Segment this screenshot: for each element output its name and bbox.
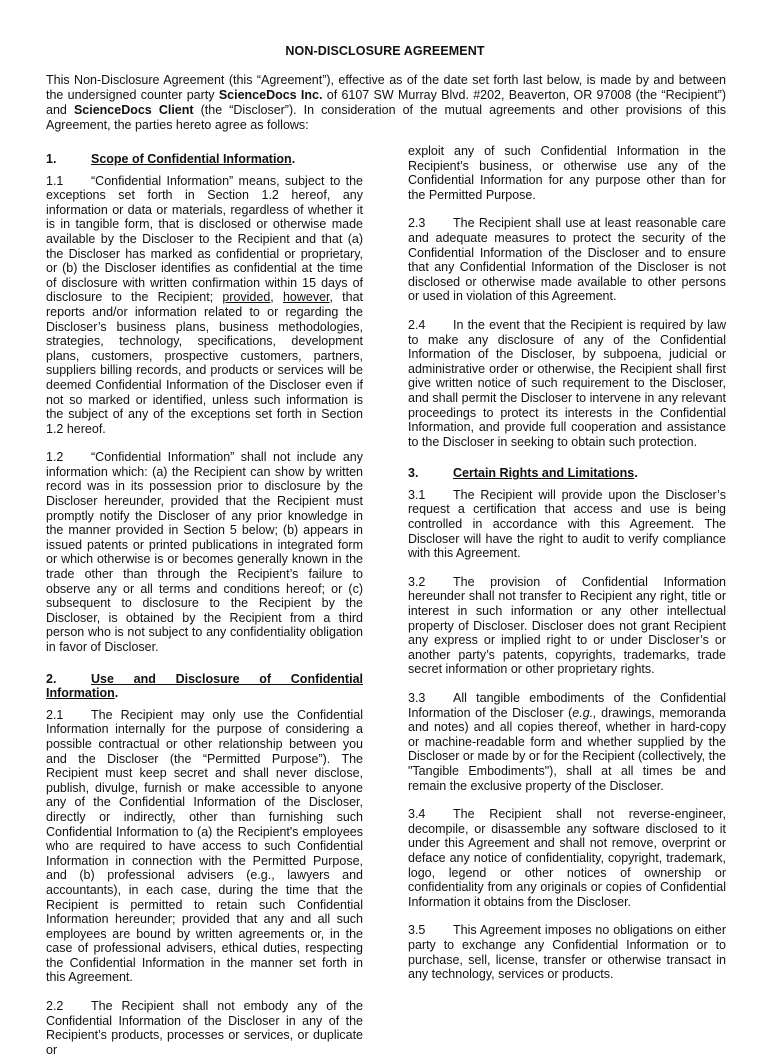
- clause-2-3: [408, 216, 726, 304]
- section-1-heading: 1. Scope of Confidential Information.: [46, 152, 296, 166]
- clause-2-2-number: 2.2: [46, 999, 64, 1014]
- clause-3-5-text: This Agreement imposes no obligations on either party to exchange any Confidential Information or to purchase, sell, license, transfer or otherwise transact in any technology, services or products.: [408, 923, 726, 982]
- clause-3-4: [408, 807, 726, 909]
- clause-3-5-number: 3.5: [408, 923, 426, 938]
- section-3-number: 3.: [408, 466, 419, 481]
- clause-3-2-number: 3.2: [408, 574, 426, 589]
- section-3-heading: 3. Certain Rights and Limitations.: [408, 466, 638, 481]
- clause-2-2-text: The Recipient shall not embody any of the Confidential Information of the Discloser in any of the Recipient’s products, processes or services, or duplicate or: [46, 999, 363, 1057]
- section-2-title: Use and Disclosure of Confidential Information: [46, 671, 363, 701]
- clause-2-2-continued: exploit any of such Confidential Information in the Recipient’s business, or otherwise use any of the Confidential Information for any purpose other than for the Permitted Purpose.: [408, 144, 726, 202]
- clause-3-3-number: 3.3: [408, 691, 426, 705]
- intro-text-3: (the “Discloser”). In consideration of the mutual agreements and other provisions of this Agreement, the parties hereto agree as follows:: [46, 103, 726, 132]
- section-2-number: 2.: [46, 671, 57, 686]
- clause-1-1-number: 1.1: [46, 173, 64, 188]
- section-3-title: Certain Rights and Limitations: [453, 466, 635, 481]
- clause-3-3: [408, 691, 726, 793]
- intro-text-2: of 6107 SW Murray Blvd. #202, Beaverton, OR 97008 (the “Recipient”) and: [46, 88, 727, 117]
- clause-2-4: [408, 318, 726, 449]
- clause-1-1-text-d: , that reports and/or information related to or regarding the Discloser’s business plans, business methodologies, strategies, technology, specifications, development plans, customers, prospective customers, partners, suppliers billing records, and products or services will be deemed Confidential Information of the Discloser even if not so marked or identified, unless such information is the subject of any of the exceptions set forth in Section 1.2 hereof.: [46, 290, 364, 436]
- clause-2-3-number: 2.3: [408, 216, 426, 231]
- clause-2-1: [46, 708, 363, 985]
- clause-1-1-however: however: [282, 290, 330, 305]
- clause-3-2: [408, 575, 726, 677]
- clause-1-2-number: 1.2: [46, 450, 64, 465]
- clause-3-1: [408, 488, 726, 561]
- clause-3-3-eg: e.g.,: [572, 705, 597, 720]
- clause-3-5: [408, 923, 726, 981]
- section-1-number: 1.: [46, 152, 57, 166]
- clause-3-4-text: The Recipient shall not reverse-engineer, decompile, or disassemble any software disclosed to it under this Agreement and shall not remove, overprint or deface any notice of confidentiality, copyright, trademark, logo, legend or other notices of ownership or confidentiality from any originals or copies of Confidential Information it obtains from the Discloser.: [408, 807, 726, 909]
- clause-1-2: [46, 450, 363, 654]
- clause-2-3-text: The Recipient shall use at least reasonable care and adequate measures to protect the security of the Confidential Information of the Discloser and to ensure that any Confidential Information of the Discloser is not disclosed or otherwise made available to other persons or used in violation of this Agreement.: [408, 216, 726, 304]
- left-column: [46, 152, 363, 1057]
- clause-3-1-text: The Recipient will provide upon the Discloser’s request a certification that access and use is being controlled in accordance with this Agreement. The Discloser will have the right to audit to verify compliance with this Agreement.: [408, 487, 726, 561]
- section-1-title: Scope of Confidential Information: [91, 152, 292, 166]
- intro-text-1: This Non-Disclosure Agreement (this “Agreement”), effective as of the date set forth last below, is made by and between the undersigned counter party: [46, 73, 726, 102]
- clause-3-4-number: 3.4: [408, 807, 426, 822]
- clause-3-1-number: 3.1: [408, 487, 426, 502]
- discloser-name: ScienceDocs Client: [73, 103, 194, 117]
- section-2-heading: 2. Use and Disclosure of Confidential Information.: [46, 671, 363, 701]
- right-column: [408, 144, 726, 982]
- clause-2-1-number: 2.1: [46, 707, 64, 722]
- clause-3-3-text-b: drawings, memoranda and notes) and all copies thereof, whether in hard-copy or machine-readable form and whether supplied by the Discloser or made by or for the Recipient (collectively, the "Tangible Embodiments"), shall at all times be and remain the exclusive property of the Discloser.: [408, 705, 726, 793]
- clause-1-1-text-c: ,: [270, 290, 283, 305]
- clause-3-3-text-a: All tangible embodiments of the Confidential Information of the Discloser (: [408, 691, 726, 720]
- clause-2-1-text: The Recipient may only use the Confidential Information internally for the purpose of considering a possible contractual or other relationship between you and the Discloser (the “Permitted Purpose”). The Recipient must keep secret and shall never disclose, publish, divulge, furnish or make accessible to anyone any of the Confidential Information of the Discloser, directly or indirectly, other than furnishing such Confidential Information to (a) the Recipient's employees who are required to have access to such Confidential Information in connection with the Permitted Purpose, and (b) professional advisers (e.g., lawyers and accountants), in each case, during the time that the Recipient is permitted to retain such Confidential Information hereunder; provided that any and all such employees are bound by written agreements or, in the case of professional advisers, ethical duties, respecting the Confidential Information in the manner set forth in this Agreement.: [46, 707, 363, 985]
- recipient-name: ScienceDocs Inc.: [218, 88, 323, 102]
- clause-2-4-number: 2.4: [408, 317, 426, 332]
- clause-3-2-text: The provision of Confidential Information hereunder shall not transfer to Recipient any right, title or interest in such information or any other intellectual property of Discloser. Discloser does not grant Recipient any express or implied right to or under Discloser’s or another party’s patents, copyrights, trademarks, trade secret information or other proprietary rights.: [408, 574, 726, 677]
- clause-1-1-text-a: “Confidential Information” means, subject to the exceptions set forth in Section 1.2 hereof, any information or data or materials, regardless of whether it is in tangible form, that is disclosed or otherwise made available by the Discloser to the Recipient and that (a) the Discloser has marked as confidential or proprietary, or (b) the Discloser identifies as confidential at the time of disclosure with written confirmation within 15 days of disclosure to the Recipient;: [46, 173, 363, 305]
- clause-1-1-provided: provided: [222, 290, 271, 305]
- document-title: NON-DISCLOSURE AGREEMENT: [285, 44, 485, 58]
- clause-1-1: [46, 174, 363, 437]
- clause-2-2: [46, 999, 363, 1057]
- clause-1-2-text: “Confidential Information” shall not include any information which: (a) the Recipient can show by written record was in its possession prior to disclosure by the Discloser hereunder, provided that the Recipient must promptly notify the Discloser of any prior knowledge in the manner provided in Section 5 below; (b) appears in issued patents or printed publications in integrated form or which otherwise is or becomes generally known in the trade other than through the Recipient’s failure to observe any or all terms and conditions hereof; or (c) subsequent to disclosure to the Recipient by the Discloser, is obtained by the Recipient from a third person who is not subject to any confidentiality obligation in favor of Discloser.: [46, 450, 363, 654]
- clause-2-4-text: In the event that the Recipient is required by law to make any disclosure of any of the Confidential Information of the Discloser, by subpoena, judicial or administrative order or otherwise, the Recipient shall first give written notice of such requirement to the Discloser, and shall permit the Discloser to intervene in any relevant proceedings to protect its interests in the Confidential Information, and provide full cooperation and assistance to the Discloser in seeking to obtain such protection.: [408, 317, 726, 449]
- intro-paragraph: [46, 73, 726, 133]
